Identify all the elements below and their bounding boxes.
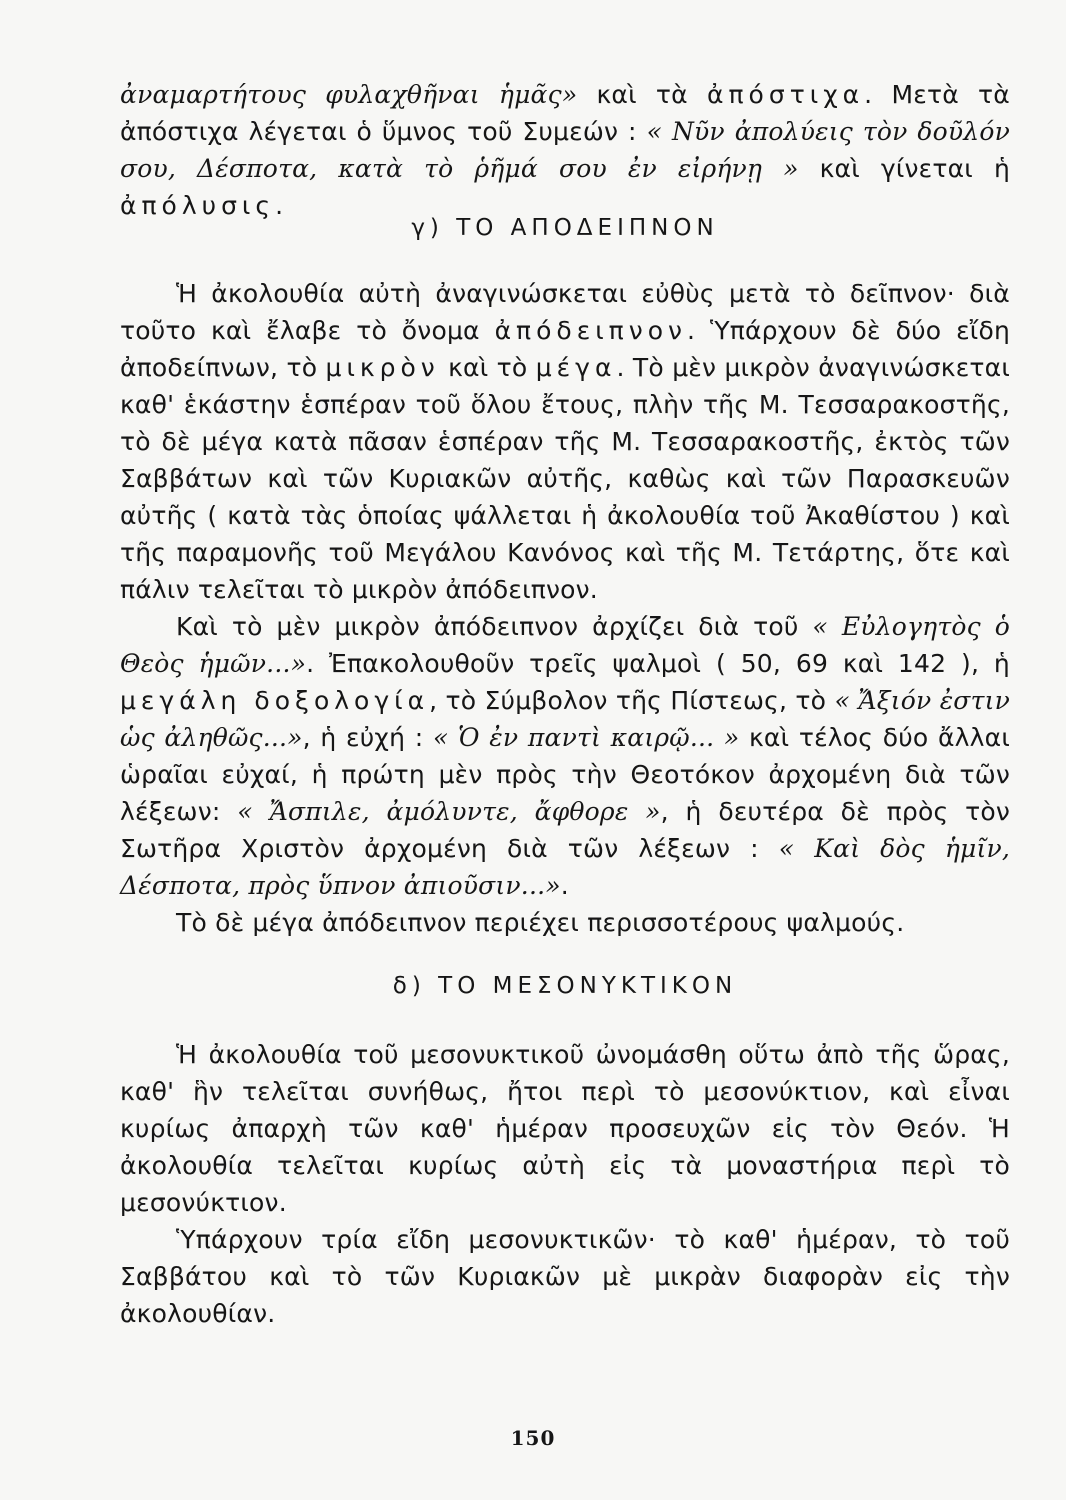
spaced-term: ἀπόλυσις bbox=[120, 191, 276, 220]
spaced-term: ἀπόστιχα bbox=[707, 80, 865, 109]
text-run: . bbox=[275, 191, 284, 220]
paragraph: Ὑπάρχουν τρία εἴδη μεσονυκτικῶν· τὸ καθ' ἡμέραν, τὸ τοῦ Σαββάτου καὶ τὸ τῶν Κυριακῶν μὲ μικρὰν διαφορὰν εἰς τὴν ἀκολουθίαν. bbox=[120, 1225, 1010, 1328]
text-run: Ἡ ἀκολουθία αὐτὴ ἀναγινώσκεται εὐθὺς μετὰ τὸ δεῖπνον· διὰ τοῦτο καὶ ἔλαβε τὸ ὄνομα bbox=[120, 279, 1010, 345]
italic-phrase: ἀναμαρτήτους φυλαχθῆναι ἡμᾶς» bbox=[120, 80, 578, 109]
spaced-term: μεγάλη δοξολογία bbox=[120, 686, 430, 715]
paragraph bbox=[120, 275, 1010, 608]
page-number: 150 bbox=[510, 1426, 556, 1450]
text-run: . Τὸ μὲν μικρὸν ἀναγινώσκεται καθ' ἑκάστην ἑσπέραν τοῦ ὅλου ἔτους, πλὴν τῆς Μ. Τεσσαρακοστῆς, τὸ δὲ μέγα κατὰ πᾶσαν ἑσπέραν τῆς Μ. Τεσσαρακοστῆς, ἐκτὸς τῶν Σαββάτων καὶ τῶν Κυριακῶν αὐτῆς, καθὼς καὶ τῶν Παρασκευῶν αὐτῆς ( κατὰ τὰς ὁποίας ψάλλεται ἡ ἀκολουθία τοῦ Ἀκαθίστου ) καὶ τῆς παραμονῆς τοῦ Μεγάλου Κανόνος καὶ τῆς Μ. Τετάρτης, ὅτε καὶ πάλιν τελεῖται τὸ μικρὸν ἀπόδειπνον. bbox=[120, 353, 1010, 604]
italic-quote: « Ἄσπιλε, ἀμόλυντε, ἄφθορε » bbox=[237, 797, 661, 826]
spaced-term: ἀπόδειπνον bbox=[494, 316, 687, 345]
text-run: καὶ τὰ bbox=[577, 80, 708, 109]
section-apodeipnon bbox=[120, 275, 1010, 941]
paragraph: Ἡ ἀκολουθία τοῦ μεσονυκτικοῦ ὠνομάσθη οὕτω ἀπὸ τῆς ὥρας, καθ' ἣν τελεῖται συνήθως, ἤτοι περὶ τὸ μεσονύκτιον, καὶ εἶναι κυρίως ἀπαρχὴ τῶν καθ' ἡμέραν προσευχῶν εἰς τὸν Θεόν. Ἡ ἀκολουθία τελεῖται κυρίως αὐτὴ εἰς τὰ μοναστήρια περὶ τὸ μεσονύκτιον. bbox=[120, 1040, 1010, 1217]
italic-quote: « Ὁ ἐν παντὶ καιρῷ... » bbox=[432, 723, 740, 752]
italic-quote: « Εὐλογητὸς ὁ Θεὸς ἡμῶν...» bbox=[120, 612, 1010, 678]
italic-quote: « Νῦν ἀπολύεις τὸν δοῦλόν σου, Δέσποτα, κατὰ τὸ ῥῆμά σου ἐν εἰρήνῃ » bbox=[120, 117, 1010, 183]
section-heading-mesonyktikon: δ) ΤΟ ΜΕΣΟΝΥΚΤΙΚΟΝ bbox=[392, 973, 738, 999]
italic-quote: « Ἄξιόν ἐστιν ὡς ἀληθῶς...» bbox=[120, 686, 1011, 752]
section-mesonyktikon bbox=[120, 1036, 1010, 1332]
text-run: , ἡ εὐχή : bbox=[302, 723, 433, 752]
opening-paragraph bbox=[120, 76, 1010, 224]
paragraph: Τὸ δὲ μέγα ἀπόδειπνον περιέχει περισσοτέρους ψαλμούς. bbox=[176, 908, 905, 937]
text-run: , ἡ δευτέρα δὲ πρὸς τὸν Σωτῆρα Χριστὸν ἀρχομένη διὰ τῶν λέξεων : bbox=[120, 797, 1010, 863]
paragraph bbox=[120, 608, 1010, 904]
italic-quote: « Καὶ δὸς ἡμῖν, Δέσποτα, πρὸς ὕπνον ἀπιοῦσιν...» bbox=[120, 834, 1011, 900]
text-run: . Ὑπάρχουν δὲ δύο εἴδη ἀποδείπνων, τὸ bbox=[120, 316, 1010, 382]
text-run: . Ἐπακολουθοῦν τρεῖς ψαλμοὶ ( 50, 69 καὶ 142 ), ἡ bbox=[306, 649, 1010, 678]
text-run: . Μετὰ τὰ ἀπόστιχα λέγεται ὁ ὕμνος τοῦ Συμεών : bbox=[120, 80, 1010, 146]
section-heading-apodeipnon: γ) ΤΟ ΑΠΟΔΕΙΠΝΟΝ bbox=[411, 215, 719, 241]
text-run: καὶ γίνεται ἡ bbox=[798, 154, 1010, 183]
text-run: , τὸ Σύμβολον τῆς Πίστεως, τὸ bbox=[429, 686, 835, 715]
spaced-term: μέγα bbox=[535, 353, 617, 382]
text-run: καὶ τὸ bbox=[439, 353, 536, 382]
text-run: καὶ τέλος δύο ἄλλαι ὡραῖαι εὐχαί, ἡ πρώτη μὲν πρὸς τὴν Θεοτόκον ἀρχομένη διὰ τῶν λέξεων: bbox=[120, 723, 1011, 826]
spaced-term: μικρὸν bbox=[325, 353, 440, 382]
text-run: Καὶ τὸ μὲν μικρὸν ἀπόδειπνον ἀρχίζει διὰ τοῦ bbox=[176, 612, 813, 641]
text-run: . bbox=[560, 871, 569, 900]
